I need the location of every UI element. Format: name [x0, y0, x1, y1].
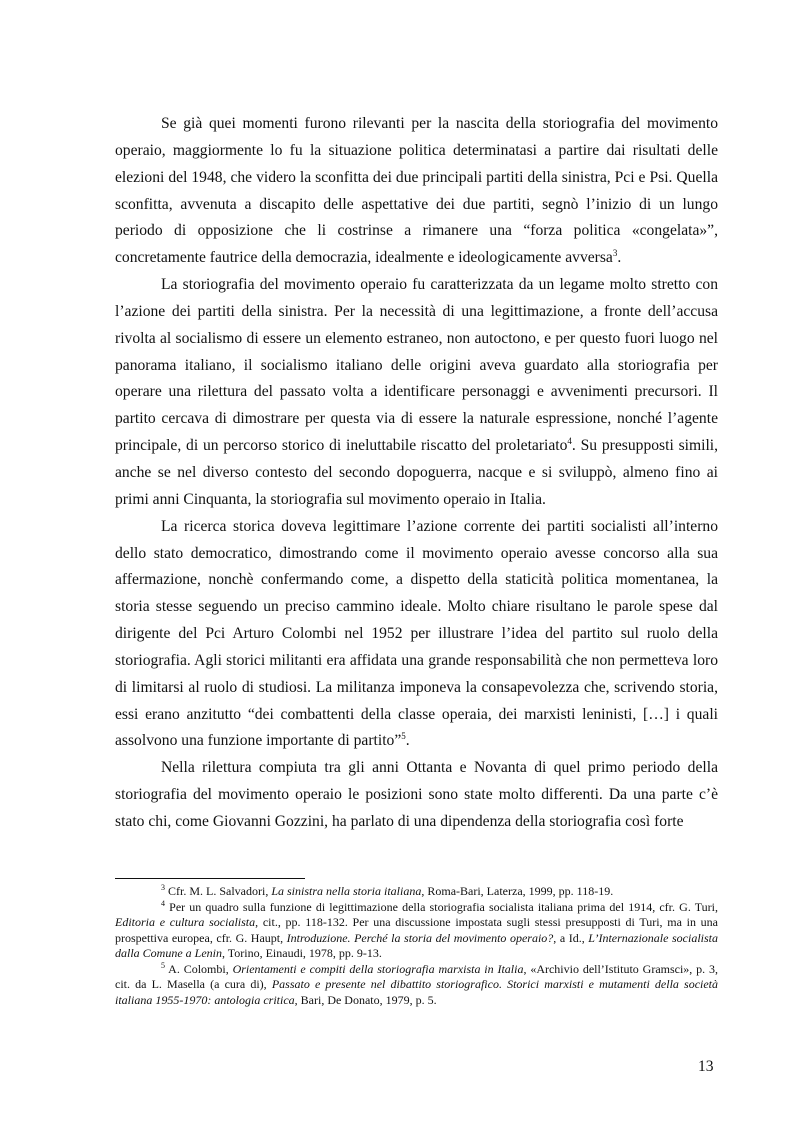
footnote-4 [115, 900, 718, 962]
paragraph-text: . Su presupposti simili, anche se nel diverso contesto del secondo dopoguerra, nacque e si sviluppò, almeno fino ai primi anni Cinquanta, la storiografia sul movimento operaio in Italia. [115, 437, 719, 508]
footnote-divider [115, 878, 305, 879]
footnote-ref: 4 [567, 435, 572, 446]
footnote-text: , a Id., [553, 930, 589, 945]
footnote-number: 3 [161, 883, 165, 892]
footnote-title: Editoria e cultura socialista [115, 915, 256, 929]
page-number: 13 [698, 1058, 714, 1075]
paragraph-text: . [405, 732, 410, 750]
paragraph [115, 755, 718, 836]
footnote-text: Cfr. M. L. Salvadori, [165, 884, 272, 898]
footnote-title: La sinistra nella storia italiana [271, 884, 422, 898]
body-text [115, 111, 718, 836]
paragraph-text: La storiografia del movimento operaio fu caratterizzata da un legame molto stretto con l’azione dei partiti della sinistra. Per la necessità di una legittimazione, a fronte dell’accusa rivolta al socialismo di essere un elemento estraneo, non autoctono, e per questo fuori luogo nel panorama italiano, il socialismo italiano delle origini aveva guardato alla storiografia per operare una rilettura del passato volta a identificare personaggi e avvenimenti precursori. Il partito cercava di dimostrare per questa via di essere la naturale espressione, nonché l’agente principale, di un percorso storico di ineluttabile riscatto del proletariato [115, 276, 718, 455]
footnote-title: Passato e presente nel dibattito storiografico. Storici marxisti e mutamenti della società italiana 1955-1970: antologia critica [115, 977, 719, 1007]
footnote-text: A. Colombi, [165, 961, 233, 976]
footnote-ref: 3 [612, 248, 618, 259]
footnotes [115, 884, 718, 1008]
paragraph-text: La ricerca storica doveva legittimare l’azione corrente dei partiti socialisti all’interno dello stato democratico, dimostrando come il movimento operaio avesse concorso alla sua affermazione, nonchè confermando come, a dispetto della staticità politica momentanea, la storia stesse seguendo un preciso cammino ideale. Molto chiare risultano le parole spese dal dirigente del Pci Arturo Colombi nel 1952 per illustrare l’idea del partito sul ruolo della storiografia. Agli storici militanti era affidata una grande responsabilità che non permetteva loro di limitarsi al ruolo di studiosi. La militanza imponeva la consapevolezza che, scrivendo storia, essi erano anzitutto “dei combattenti della classe operaia, dei marxisti leninisti, […] i quali assolvono una funzione importante di partito” [115, 517, 718, 750]
footnote-number: 5 [161, 960, 165, 970]
paragraph-text: Se già quei momenti furono rilevanti per la nascita della storiografia del movimento operaio, maggiormente lo fu la situazione politica determinatasi a partire dai risultati delle elezioni del 1948, che videro la sconfitta dei due principali partiti della sinistra, Pci e Psi. Quella sconfitta, avvenuta a discapito delle aspettative dei due partiti, segnò l’inizio di un lungo periodo di opposizione che li costrinse a rimanere una “forza politica «congelata»”, concretamente fautrice della democrazia, idealmente e ideologicamente avversa [115, 115, 718, 267]
footnote-title: L’Internazionale socialista dalla Comune a Lenin [115, 930, 719, 960]
footnote-number: 4 [161, 898, 165, 908]
paragraph [115, 514, 718, 756]
footnote-text: Per un quadro sulla funzione di legittimazione della storiografia socialista italiana prima del 1914, cfr. G. Turi, [165, 899, 718, 914]
paragraph [115, 272, 718, 514]
paragraph-text: . [617, 249, 622, 267]
footnote-ref: 5 [401, 731, 406, 742]
footnote-text: , Roma-Bari, Laterza, 1999, pp. 118-19. [421, 884, 614, 898]
footnote-text: , Torino, Einaudi, 1978, pp. 9-13. [222, 946, 382, 960]
footnote-text: , «Archivio dell’Istituto Gramsci», p. 3, cit. da L. Masella (a cura di), [115, 961, 718, 991]
footnote-5 [115, 962, 718, 1009]
footnote-text: , Bari, De Donato, 1979, p. 5. [294, 992, 437, 1007]
paragraph [115, 111, 718, 272]
footnote-title: Orientamenti e compiti della storiografia marxista in Italia [232, 961, 524, 976]
footnote-3 [115, 884, 718, 900]
footnote-title: Introduzione. Perché la storia del movimento operaio? [286, 930, 554, 945]
footnote-text: , cit., pp. 118-132. Per una discussione impostata sugli stessi presupposti di Turi, ma in una prospettiva europea, cfr. G. Haupt, [115, 915, 719, 945]
paragraph-text: Nella rilettura compiuta tra gli anni Ottanta e Novanta di quel primo periodo della storiografia del movimento operaio le posizioni sono state molto differenti. Da una parte c’è stato chi, come Giovanni Gozzini, ha parlato di una dipendenza della storiografia così forte [115, 759, 718, 830]
